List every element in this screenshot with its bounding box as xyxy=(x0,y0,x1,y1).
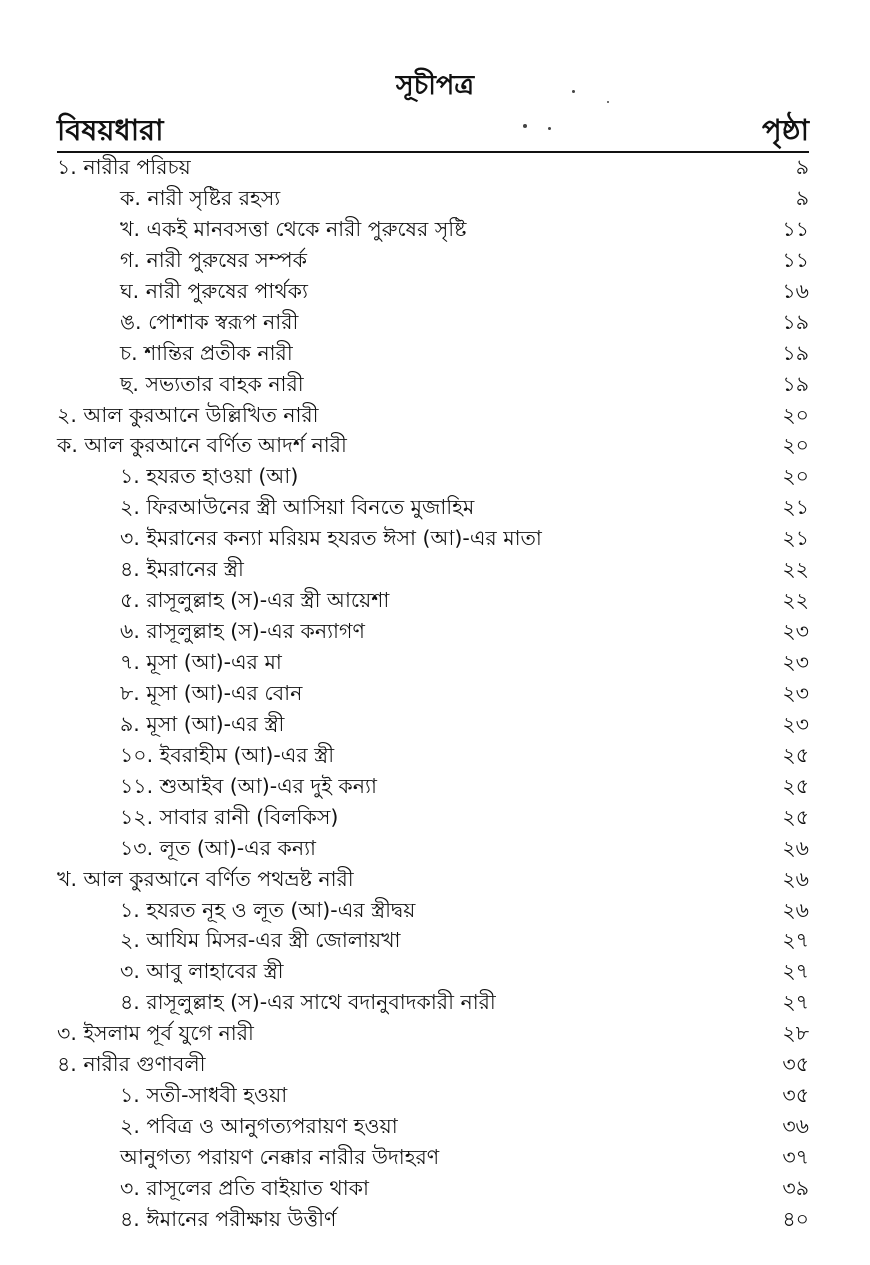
toc-entry xyxy=(57,709,809,740)
toc-entry xyxy=(57,461,809,492)
toc-entry-page: ২০ xyxy=(782,433,809,458)
toc-entry-title: ১. নারীর পরিচয় xyxy=(57,155,191,179)
toc-entry-page: ৯ xyxy=(795,185,809,210)
toc-entry-title: ঘ. নারী পুরুষের পার্থক্য xyxy=(120,278,308,303)
toc-entry-page: ২৬ xyxy=(782,835,809,860)
page-column-heading: পৃষ্ঠা xyxy=(762,113,809,147)
toc-entry xyxy=(57,400,809,431)
toc-entry-title: ৮. মূসা (আ)-এর বোন xyxy=(120,680,303,705)
toc-entry xyxy=(57,492,809,523)
toc-entry xyxy=(57,276,809,307)
toc-entry-title: ১. হযরত নূহ ও লূত (আ)-এর স্ত্রীদ্বয় xyxy=(120,897,416,922)
toc-entry xyxy=(57,678,809,709)
toc-list xyxy=(57,152,809,1235)
page-title: সূচীপত্র xyxy=(395,70,475,101)
toc-entry-title: ছ. সভ্যতার বাহক নারী xyxy=(120,371,304,396)
toc-entry-page: ৩৭ xyxy=(782,1145,809,1169)
toc-entry-page: ৯ xyxy=(795,155,809,179)
toc-entry-title: খ. একই মানবসত্তা থেকে নারী পুরুষের সৃষ্টি xyxy=(120,216,467,241)
toc-entry xyxy=(57,1111,809,1142)
toc-entry-page: ২৫ xyxy=(782,773,809,798)
toc-entry-page: ৩৫ xyxy=(782,1083,809,1108)
toc-entry-title: ৪. ইমরানের স্ত্রী xyxy=(120,557,244,582)
toc-entry-page: ২১ xyxy=(782,526,809,551)
toc-entry-title: আনুগত্য পরায়ণ নেক্কার নারীর উদাহরণ xyxy=(120,1145,440,1169)
print-speck xyxy=(548,127,551,130)
toc-entry xyxy=(57,1080,809,1111)
toc-entry-page: ১৬ xyxy=(782,278,809,303)
toc-entry-title: ক. নারী সৃষ্টির রহস্য xyxy=(120,185,281,210)
toc-entry xyxy=(57,802,809,833)
toc-entry xyxy=(57,864,809,895)
toc-entry-page: ১৯ xyxy=(782,309,809,334)
toc-entry-page: ২৭ xyxy=(782,990,809,1015)
toc-entry-title: ৬. রাসূলুল্লাহ (স)-এর কন্যাগণ xyxy=(120,619,365,644)
toc-entry-page: ২৩ xyxy=(782,711,809,736)
toc-entry xyxy=(57,833,809,864)
toc-entry-title: ২. আযিম মিসর-এর স্ত্রী জোলায়খা xyxy=(120,928,401,953)
toc-entry xyxy=(57,1049,809,1080)
toc-entry-page: ১৯ xyxy=(782,371,809,396)
toc-entry-page: ৩৯ xyxy=(782,1175,809,1200)
toc-entry-page: ২৭ xyxy=(782,928,809,953)
toc-entry-title: ৪. নারীর গুণাবলী xyxy=(57,1052,206,1077)
print-speck xyxy=(607,101,609,103)
toc-entry-title: খ. আল কুরআনে বর্ণিত পথভ্রষ্ট নারী xyxy=(57,866,354,891)
toc-entry-title: ৯. মূসা (আ)-এর স্ত্রী xyxy=(120,711,285,736)
toc-entry-title: ৩. রাসূলের প্রতি বাইয়াত থাকা xyxy=(120,1175,369,1200)
toc-entry-title: ৫. রাসূলুল্লাহ (স)-এর স্ত্রী আয়েশা xyxy=(120,588,390,613)
toc-entry-title: ১২. সাবার রানী (বিলকিস) xyxy=(120,804,339,829)
toc-entry xyxy=(57,1173,809,1204)
toc-entry xyxy=(57,183,809,214)
toc-entry-page: ২০ xyxy=(782,464,809,489)
toc-entry-page: ২০ xyxy=(782,402,809,427)
toc-entry xyxy=(57,895,809,926)
toc-entry-title: ২. ফিরআউনের স্ত্রী আসিয়া বিনতে মুজাহিম xyxy=(120,495,475,520)
toc-entry xyxy=(57,740,809,771)
toc-entry-title: ১৩. লূত (আ)-এর কন্যা xyxy=(120,835,316,860)
toc-entry xyxy=(57,1204,809,1235)
toc-entry-page: ১১ xyxy=(782,216,809,241)
toc-entry xyxy=(57,585,809,616)
toc-entry xyxy=(57,956,809,987)
toc-entry-title: গ. নারী পুরুষের সম্পর্ক xyxy=(120,247,307,272)
toc-entry xyxy=(57,245,809,276)
toc-entry-page: ১৯ xyxy=(782,340,809,365)
toc-entry-page: ৩৬ xyxy=(782,1114,809,1139)
toc-entry-page: ২৬ xyxy=(782,897,809,922)
toc-entry-title: ৪. রাসূলুল্লাহ (স)-এর সাথে বদানুবাদকারী নারী xyxy=(120,990,496,1015)
toc-entry-title: চ. শান্তির প্রতীক নারী xyxy=(120,340,293,365)
toc-entry xyxy=(57,214,809,245)
toc-entry xyxy=(57,554,809,585)
toc-entry-title: ক. আল কুরআনে বর্ণিত আদর্শ নারী xyxy=(57,433,347,458)
toc-entry xyxy=(57,152,809,183)
toc-entry-page: ২৫ xyxy=(782,742,809,767)
topic-column-heading: বিষয়ধারা xyxy=(57,113,164,147)
toc-entry-title: ৩. ইমরানের কন্যা মরিয়ম হযরত ঈসা (আ)-এর মাতা xyxy=(120,526,542,551)
toc-entry-title: ঙ. পোশাক স্বরূপ নারী xyxy=(120,309,299,334)
toc-entry-page: ২৮ xyxy=(782,1021,809,1046)
toc-entry xyxy=(57,430,809,461)
toc-entry xyxy=(57,987,809,1018)
toc-entry-title: ১০. ইবরাহীম (আ)-এর স্ত্রী xyxy=(120,742,335,767)
toc-entry-title: ১. হযরত হাওয়া (আ) xyxy=(120,464,299,489)
toc-entry-page: ২১ xyxy=(782,495,809,520)
toc-entry-page: ২৩ xyxy=(782,680,809,705)
toc-entry xyxy=(57,771,809,802)
toc-entry-title: ৪. ঈমানের পরীক্ষায় উত্তীর্ণ xyxy=(120,1206,337,1231)
toc-entry-title: ১. সতী-সাধবী হওয়া xyxy=(120,1083,288,1108)
toc-header xyxy=(57,110,809,150)
toc-entry-title: ১১. শুআইব (আ)-এর দুই কন্যা xyxy=(120,773,377,798)
toc-entry-title: ৩. আবু লাহাবের স্ত্রী xyxy=(120,959,284,984)
toc-entry xyxy=(57,1018,809,1049)
print-speck xyxy=(572,90,575,93)
toc-entry-title: ৭. মূসা (আ)-এর মা xyxy=(120,650,282,674)
toc-entry-page: ২২ xyxy=(782,588,809,613)
toc-entry xyxy=(57,523,809,554)
toc-entry xyxy=(57,925,809,956)
toc-entry-page: ২৭ xyxy=(782,959,809,984)
toc-entry xyxy=(57,369,809,400)
toc-entry-page: ১১ xyxy=(782,247,809,272)
toc-entry-title: ৩. ইসলাম পূর্ব যুগে নারী xyxy=(57,1021,254,1046)
toc-entry xyxy=(57,647,809,678)
toc-entry-page: ২৫ xyxy=(782,804,809,829)
toc-entry-page: ৪০ xyxy=(782,1206,809,1231)
toc-entry-page: ২৩ xyxy=(782,650,809,674)
toc-entry-title: ২. পবিত্র ও আনুগত্যপরায়ণ হওয়া xyxy=(120,1114,398,1139)
toc-entry-title: ২. আল কুরআনে উল্লিখিত নারী xyxy=(57,402,319,427)
toc-entry xyxy=(57,338,809,369)
toc-entry-page: ২২ xyxy=(782,557,809,582)
toc-entry-page: ৩৫ xyxy=(782,1052,809,1077)
toc-entry-page: ২৬ xyxy=(782,866,809,891)
toc-entry-page: ২৩ xyxy=(782,619,809,644)
toc-entry xyxy=(57,1142,809,1173)
toc-entry xyxy=(57,307,809,338)
toc-entry xyxy=(57,616,809,647)
print-speck xyxy=(523,124,527,128)
